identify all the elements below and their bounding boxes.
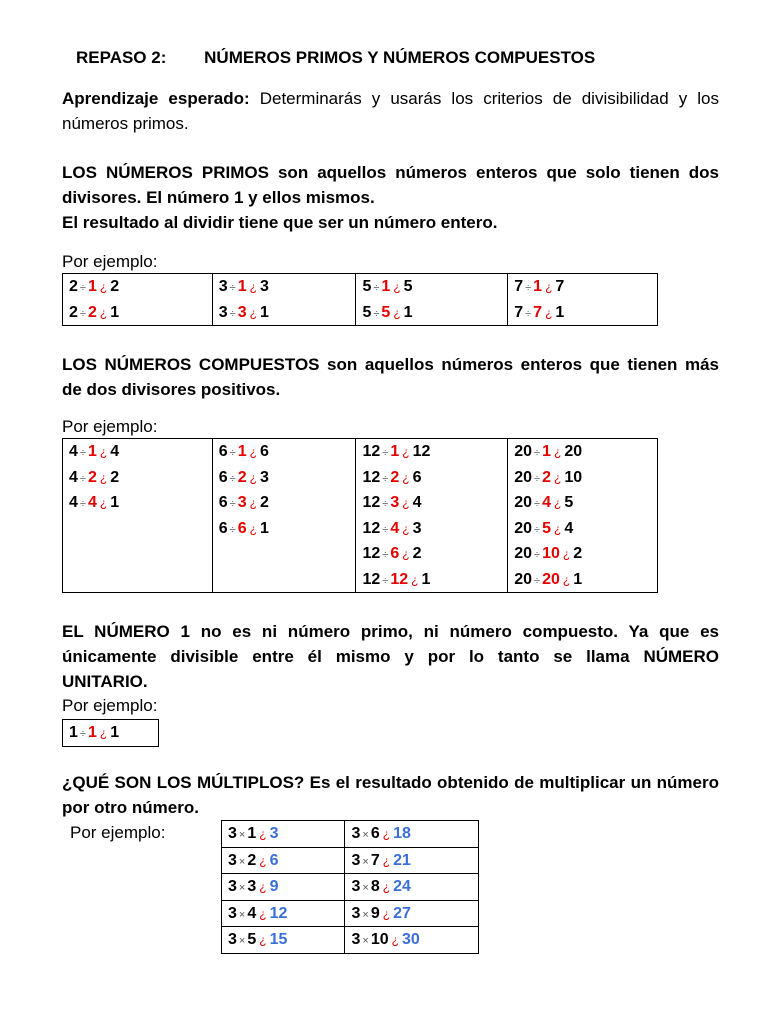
divisor-value: 1 — [381, 278, 391, 295]
table-cell — [222, 900, 345, 927]
table-cell — [222, 821, 345, 848]
primos-table — [62, 273, 658, 326]
equation — [228, 901, 338, 927]
equation — [219, 516, 350, 542]
primos-line-2: divisores. El número 1 y ellos mismos. — [62, 188, 375, 207]
factor-value: 3 — [247, 878, 257, 895]
table-cell — [222, 874, 345, 901]
table-cell — [508, 439, 658, 593]
table-cell — [222, 847, 345, 874]
primos-line-1: LOS NÚMEROS PRIMOS son aquellos números enteros que solo tienen dos — [62, 163, 719, 182]
table-row — [222, 927, 479, 954]
equals-sign: ¿ — [393, 305, 401, 320]
equals-sign: ¿ — [259, 853, 267, 868]
divide-sign: ÷ — [79, 307, 86, 320]
result-value: 1 — [555, 303, 565, 321]
equals-sign: ¿ — [99, 496, 108, 510]
equation — [514, 541, 651, 567]
equals-sign: ¿ — [553, 496, 562, 510]
divide-sign: ÷ — [229, 472, 236, 485]
equation — [69, 439, 206, 465]
result-value: 30 — [401, 931, 420, 948]
equation — [351, 848, 472, 874]
times-sign: × — [238, 855, 246, 868]
equals-sign: ¿ — [382, 880, 391, 894]
divisor-value: 1 — [87, 724, 97, 741]
table-cell — [63, 439, 213, 593]
table-cell — [345, 900, 479, 927]
equation — [69, 274, 206, 300]
equation — [362, 567, 501, 593]
equation-operand: 20 — [514, 545, 533, 562]
aprendizaje-line-2: números primos. — [62, 114, 189, 133]
equation — [351, 927, 472, 953]
equals-sign: ¿ — [411, 572, 419, 587]
table-cell — [508, 274, 658, 326]
equation-operand: 2 — [69, 278, 78, 295]
equation-operand: 20 — [514, 468, 533, 486]
table-cell — [345, 874, 479, 901]
equation-operand: 3 — [351, 878, 361, 895]
divide-sign: ÷ — [525, 282, 532, 294]
divide-sign: ÷ — [79, 728, 86, 740]
equals-sign: ¿ — [382, 853, 391, 868]
divisor-value: 2 — [87, 303, 97, 321]
equation-operand: 6 — [218, 443, 228, 460]
table-cell — [356, 274, 508, 326]
equation — [219, 465, 350, 491]
equals-sign: ¿ — [562, 547, 571, 561]
divide-sign: ÷ — [382, 472, 389, 485]
divide-sign: ÷ — [229, 523, 236, 536]
equation-operand: 7 — [514, 278, 524, 295]
divisor-value: 1 — [237, 278, 247, 295]
equation-operand: 1 — [69, 724, 78, 741]
multiplos-line-1: ¿QUÉ SON LOS MÚLTIPLOS? Es el resultado obtenido de multiplicar un número — [62, 773, 719, 792]
compuestos-line-2: de dos divisores positivos. — [62, 380, 281, 399]
equation-operand: 5 — [362, 303, 372, 321]
equation — [362, 490, 501, 516]
divide-sign: ÷ — [79, 498, 86, 510]
equation-operand: 2 — [69, 303, 78, 321]
result-value: 4 — [564, 519, 574, 537]
equals-sign: ¿ — [402, 521, 410, 536]
equation — [362, 541, 501, 567]
result-value: 6 — [269, 851, 279, 869]
divisor-value: 20 — [542, 570, 560, 588]
aprendizaje-label: Aprendizaje esperado: — [62, 89, 250, 108]
equation — [514, 274, 651, 300]
equation — [362, 516, 501, 542]
unitario-paragraph — [62, 619, 719, 694]
divisor-value: 5 — [542, 519, 551, 537]
equation — [514, 300, 651, 326]
result-value: 1 — [259, 303, 269, 321]
result-value: 1 — [421, 570, 431, 588]
times-sign: × — [362, 882, 369, 894]
divide-sign: ÷ — [534, 574, 541, 587]
factor-value: 10 — [370, 931, 389, 948]
equals-sign: ¿ — [402, 445, 410, 459]
equation — [351, 901, 472, 927]
equation-operand: 3 — [228, 825, 237, 842]
result-value: 18 — [393, 825, 411, 842]
divisor-value: 1 — [533, 278, 543, 295]
result-value: 4 — [412, 494, 422, 511]
result-value: 21 — [393, 851, 411, 869]
equals-sign: ¿ — [259, 827, 267, 841]
times-sign: × — [362, 908, 369, 921]
result-value: 7 — [555, 278, 565, 295]
equation — [362, 439, 501, 465]
divisor-value: 1 — [542, 443, 551, 460]
unitario-example-label: Por ejemplo: — [62, 696, 158, 715]
equation-operand: 3 — [228, 931, 237, 948]
equation — [219, 300, 350, 326]
result-value: 1 — [110, 724, 120, 741]
divide-sign: ÷ — [534, 472, 541, 485]
equation — [69, 720, 152, 746]
equation-operand: 3 — [218, 278, 228, 295]
result-value: 3 — [259, 278, 269, 295]
equation-operand: 12 — [362, 443, 381, 460]
result-value: 2 — [259, 494, 269, 511]
table-row — [63, 274, 658, 326]
equals-sign: ¿ — [259, 880, 267, 894]
divide-sign: ÷ — [525, 307, 532, 320]
equation-operand: 20 — [514, 570, 533, 588]
table-row — [222, 821, 479, 848]
multiplos-paragraph — [62, 770, 719, 820]
divide-sign: ÷ — [534, 549, 541, 561]
divide-sign: ÷ — [382, 498, 389, 510]
equation — [219, 490, 350, 516]
divisor-value: 1 — [390, 443, 400, 460]
table-cell — [345, 821, 479, 848]
aprendizaje-line-1: Aprendizaje esperado: Determinarás y usarás los criterios de divisibilidad y los — [62, 89, 719, 108]
times-sign: × — [238, 935, 246, 947]
page-title: REPASO 2: NÚMEROS PRIMOS Y NÚMEROS COMPUESTOS — [76, 48, 596, 67]
equation-operand: 20 — [514, 443, 533, 460]
divide-sign: ÷ — [229, 307, 236, 320]
factor-value: 7 — [370, 851, 380, 869]
equation-operand: 12 — [362, 494, 381, 511]
equals-sign: ¿ — [249, 496, 257, 510]
aprendizaje-paragraph — [62, 86, 719, 136]
equation-operand: 12 — [362, 468, 381, 486]
result-value: 3 — [269, 825, 279, 842]
table-cell — [356, 439, 508, 593]
primos-paragraph — [62, 160, 719, 235]
result-value: 5 — [403, 278, 413, 295]
divisor-value: 2 — [237, 468, 247, 486]
result-value: 5 — [564, 494, 574, 511]
result-value: 15 — [269, 931, 288, 948]
result-value: 12 — [412, 443, 431, 460]
multiplos-table — [221, 820, 479, 954]
equals-sign: ¿ — [382, 827, 391, 841]
unitario-table — [62, 719, 159, 747]
equation — [219, 274, 350, 300]
result-value: 1 — [259, 519, 269, 537]
equation — [69, 465, 206, 491]
divisor-value: 4 — [542, 494, 551, 511]
equation-operand: 3 — [228, 904, 237, 922]
equals-sign: ¿ — [249, 521, 257, 536]
result-value: 10 — [564, 468, 583, 486]
equation-operand: 12 — [362, 519, 381, 537]
times-sign: × — [362, 855, 369, 868]
equation — [351, 821, 472, 847]
primos-example-label: Por ejemplo: — [62, 252, 158, 271]
equals-sign: ¿ — [259, 906, 267, 921]
equals-sign: ¿ — [402, 496, 410, 510]
factor-value: 5 — [247, 931, 257, 948]
divide-sign: ÷ — [79, 472, 86, 485]
equals-sign: ¿ — [393, 280, 401, 294]
result-value: 24 — [393, 878, 411, 895]
compuestos-paragraph — [62, 352, 719, 402]
times-sign: × — [362, 935, 369, 947]
divide-sign: ÷ — [382, 574, 389, 587]
equation-operand: 3 — [351, 851, 361, 869]
equals-sign: ¿ — [249, 445, 257, 459]
primos-line-3: El resultado al dividir tiene que ser un número entero. — [62, 213, 498, 232]
equation-operand: 3 — [351, 825, 361, 842]
divide-sign: ÷ — [229, 498, 236, 510]
divisor-value: 6 — [390, 545, 400, 562]
equals-sign: ¿ — [249, 305, 257, 320]
unitario-line-2: únicamente divisible entre él mismo y por lo tanto se llama NÚMERO — [62, 647, 719, 666]
divide-sign: ÷ — [229, 447, 236, 459]
equals-sign: ¿ — [545, 305, 553, 320]
divide-sign: ÷ — [79, 282, 86, 294]
divisor-value: 1 — [87, 278, 97, 295]
equals-sign: ¿ — [553, 445, 562, 459]
equals-sign: ¿ — [99, 445, 108, 459]
divide-sign: ÷ — [229, 282, 236, 294]
table-row — [222, 874, 479, 901]
divisor-value: 3 — [390, 494, 400, 511]
times-sign: × — [362, 829, 369, 841]
equals-sign: ¿ — [562, 572, 571, 587]
factor-value: 6 — [370, 825, 380, 842]
divide-sign: ÷ — [79, 447, 86, 459]
times-sign: × — [238, 908, 246, 921]
equals-sign: ¿ — [99, 280, 108, 294]
divide-sign: ÷ — [382, 523, 389, 536]
equals-sign: ¿ — [391, 933, 399, 947]
equals-sign: ¿ — [382, 906, 391, 921]
unitario-line-3: UNITARIO. — [62, 672, 148, 691]
result-value: 1 — [110, 303, 120, 321]
divide-sign: ÷ — [534, 498, 541, 510]
equation — [228, 874, 338, 900]
equals-sign: ¿ — [99, 305, 108, 320]
factor-value: 2 — [247, 851, 257, 869]
result-value: 2 — [110, 278, 120, 295]
result-value: 2 — [573, 545, 583, 562]
equation — [69, 300, 206, 326]
equals-sign: ¿ — [402, 470, 410, 485]
divisor-value: 2 — [390, 468, 400, 486]
equation-operand: 6 — [218, 519, 228, 537]
divisor-value: 4 — [390, 519, 400, 537]
equation — [362, 274, 501, 300]
equation-operand: 4 — [69, 443, 78, 460]
equation — [228, 927, 338, 953]
equation-operand: 3 — [228, 851, 237, 869]
factor-value: 4 — [247, 904, 257, 922]
equation — [514, 439, 651, 465]
table-row — [63, 720, 159, 747]
equation — [514, 516, 651, 542]
factor-value: 9 — [370, 904, 380, 922]
equation-operand: 5 — [362, 278, 372, 295]
times-sign: × — [238, 882, 246, 894]
equation-operand: 20 — [514, 494, 533, 511]
equation — [69, 490, 206, 516]
divisor-value: 2 — [87, 468, 97, 486]
result-value: 1 — [110, 494, 120, 511]
unitario-line-1: EL NÚMERO 1 no es ni número primo, ni número compuesto. Ya que es — [62, 622, 719, 641]
factor-value: 1 — [247, 825, 257, 842]
result-value: 3 — [259, 468, 269, 486]
table-cell — [212, 439, 356, 593]
compuestos-example-label: Por ejemplo: — [62, 417, 158, 436]
compuestos-table — [62, 438, 658, 593]
divisor-value: 7 — [533, 303, 543, 321]
equation-operand: 6 — [218, 494, 228, 511]
equation — [514, 567, 651, 593]
multiplos-example-label: Por ejemplo: — [70, 823, 166, 842]
equals-sign: ¿ — [545, 280, 553, 294]
equation-operand: 4 — [69, 494, 78, 511]
equals-sign: ¿ — [402, 547, 410, 561]
divide-sign: ÷ — [373, 307, 380, 320]
result-value: 2 — [110, 468, 120, 486]
divisor-value: 12 — [390, 570, 409, 588]
divisor-value: 3 — [237, 494, 247, 511]
table-cell — [345, 927, 479, 954]
equation-operand: 12 — [362, 545, 381, 562]
multiplos-line-2: por otro número. — [62, 798, 199, 817]
factor-value: 8 — [370, 878, 380, 895]
equation — [351, 874, 472, 900]
equals-sign: ¿ — [259, 933, 267, 947]
divisor-value: 5 — [381, 303, 391, 321]
equation — [362, 465, 501, 491]
equals-sign: ¿ — [99, 726, 108, 740]
table-row — [63, 439, 658, 593]
equation-operand: 3 — [228, 878, 237, 895]
unitario-cell — [63, 720, 159, 747]
equation — [228, 821, 338, 847]
result-value: 6 — [259, 443, 269, 460]
divide-sign: ÷ — [373, 282, 380, 294]
table-row — [222, 900, 479, 927]
compuestos-line-1: LOS NÚMEROS COMPUESTOS son aquellos números enteros que tienen más — [62, 355, 719, 374]
equation-operand: 4 — [69, 468, 78, 486]
divisor-value: 2 — [542, 468, 551, 486]
divide-sign: ÷ — [534, 523, 541, 536]
result-value: 27 — [393, 904, 411, 922]
equation-operand: 7 — [514, 303, 524, 321]
equals-sign: ¿ — [99, 470, 108, 485]
equation — [362, 300, 501, 326]
divisor-value: 4 — [87, 494, 97, 511]
divide-sign: ÷ — [382, 447, 389, 459]
equation — [219, 439, 350, 465]
equation-operand: 6 — [218, 468, 228, 486]
table-cell — [63, 274, 213, 326]
table-cell — [212, 274, 356, 326]
result-value: 4 — [110, 443, 120, 460]
equation — [514, 490, 651, 516]
equals-sign: ¿ — [553, 521, 562, 536]
divide-sign: ÷ — [534, 447, 541, 459]
result-value: 1 — [403, 303, 413, 321]
divisor-value: 3 — [237, 303, 247, 321]
equation-operand: 12 — [362, 570, 381, 588]
divisor-value: 10 — [542, 545, 560, 562]
equation-operand: 3 — [218, 303, 228, 321]
times-sign: × — [238, 829, 246, 841]
table-row — [222, 847, 479, 874]
equals-sign: ¿ — [249, 470, 257, 485]
table-cell — [222, 927, 345, 954]
result-value: 2 — [412, 545, 422, 562]
equation-operand: 3 — [351, 904, 361, 922]
equation-operand: 3 — [351, 931, 361, 948]
divisor-value: 1 — [87, 443, 97, 460]
equals-sign: ¿ — [553, 470, 562, 485]
result-value: 20 — [564, 443, 583, 460]
equation-operand: 20 — [514, 519, 533, 537]
divisor-value: 1 — [237, 443, 247, 460]
result-value: 9 — [269, 878, 279, 895]
result-value: 12 — [269, 904, 288, 922]
result-value: 1 — [573, 570, 583, 588]
result-value: 6 — [412, 468, 422, 486]
equation — [514, 465, 651, 491]
result-value: 3 — [412, 519, 422, 537]
equation — [228, 848, 338, 874]
equals-sign: ¿ — [249, 280, 257, 294]
divisor-value: 6 — [237, 519, 247, 537]
divide-sign: ÷ — [382, 549, 389, 561]
table-cell — [345, 847, 479, 874]
